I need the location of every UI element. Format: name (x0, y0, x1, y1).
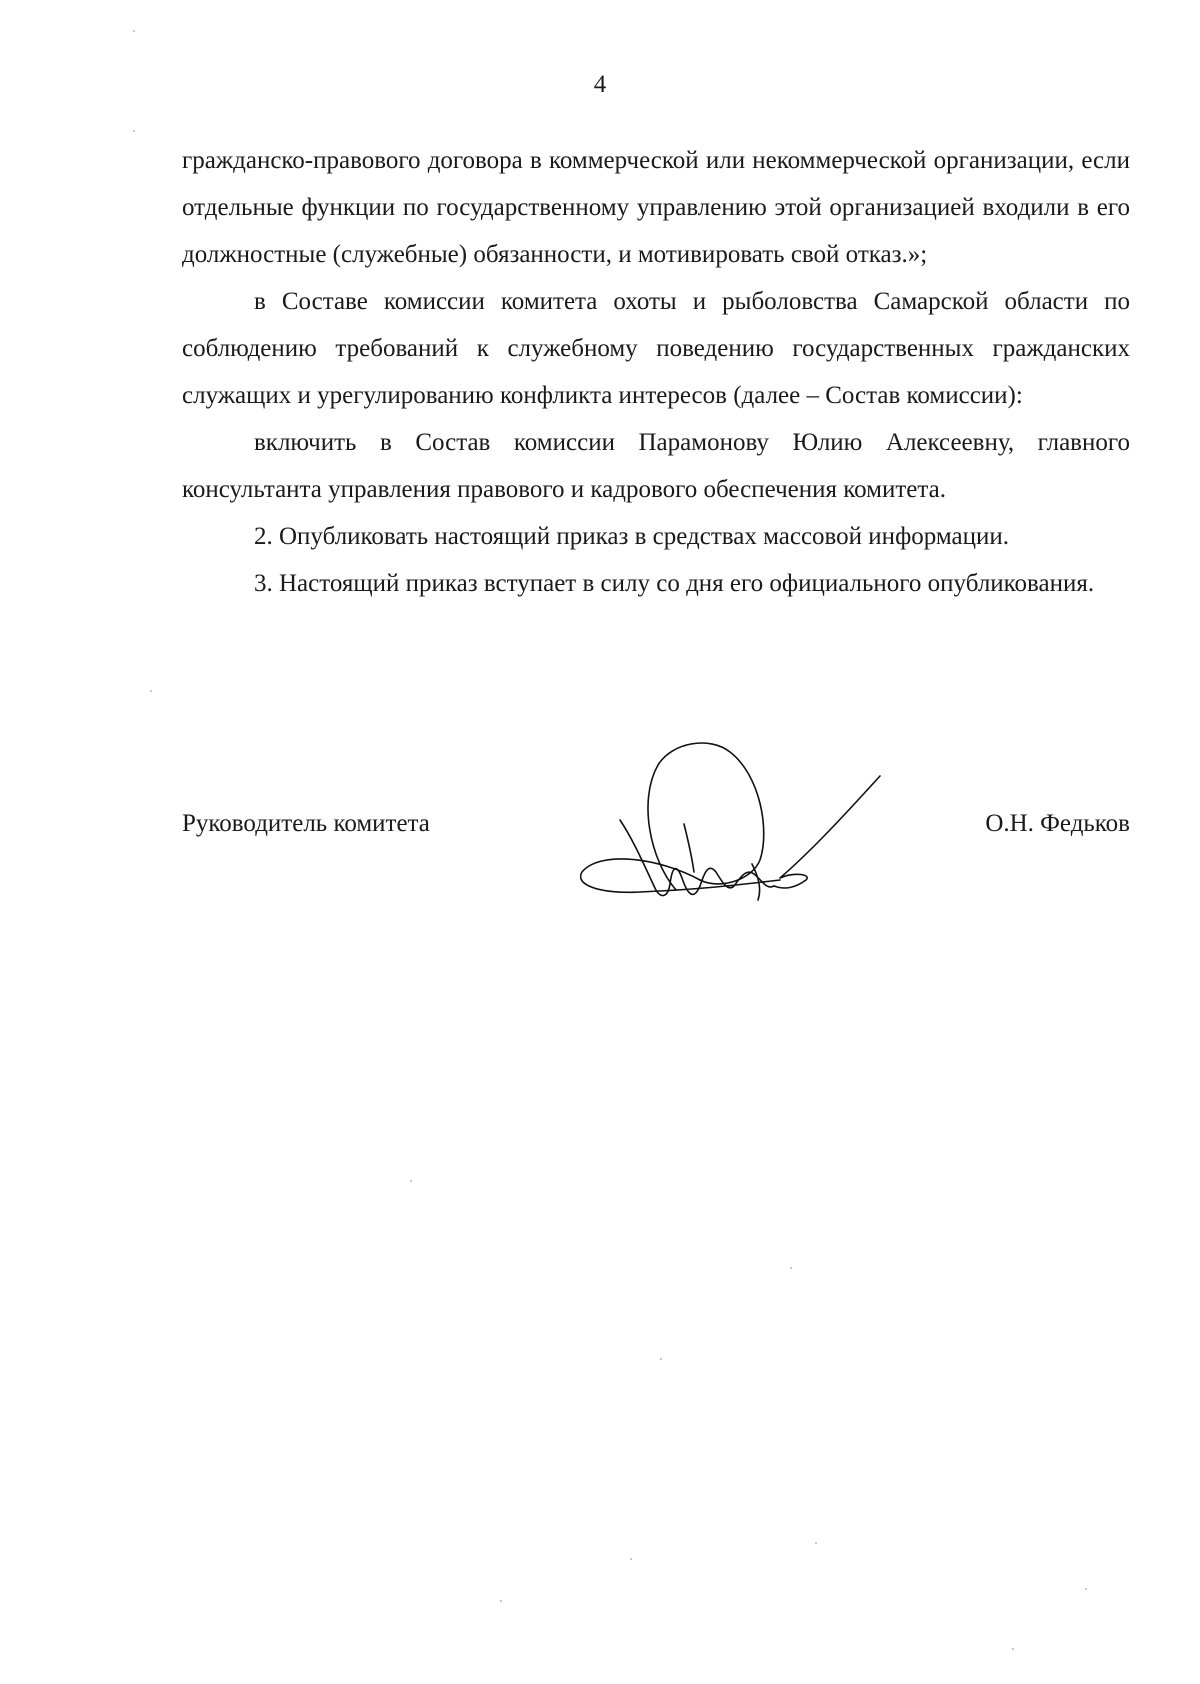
scan-speck (790, 1267, 792, 1269)
scan-speck (133, 30, 135, 32)
handwritten-signature (580, 740, 940, 920)
scan-speck (630, 1558, 632, 1560)
paragraph-continuation: гражданско-правового договора в коммерческой или некоммерческой организации, если отдельные функции по государственному управлению этой организацией входили в его должностные (служебные) обязанности, и мотивировать свой отказ.»; (182, 147, 1130, 268)
signatory-title: Руководитель комитета (182, 810, 430, 837)
page-number: 4 (593, 71, 607, 98)
signatory-name: О.Н. Федьков (985, 810, 1130, 837)
scan-speck (815, 1542, 817, 1544)
paragraph-item-3-effective: 3. Настоящий приказ вступает в силу со дня его официального опубликования. (254, 570, 1095, 597)
scan-speck (660, 1358, 662, 1360)
scan-speck (500, 1600, 502, 1602)
paragraph-item-2-publish: 2. Опубликовать настоящий приказ в средствах массовой информации. (254, 523, 1010, 550)
scan-speck (1085, 1588, 1087, 1590)
document-body (182, 137, 1130, 607)
scan-speck (410, 1180, 412, 1182)
paragraph-commission-composition: в Составе комиссии комитета охоты и рыболовства Самарской области по соблюдению требований к служебному поведению государственных гражданских служащих и урегулированию конфликта интересов (далее – Состав комиссии): (182, 288, 1130, 409)
paragraph-include-member: включить в Состав комиссии Парамонову Юлию Алексеевну, главного консультанта управления правового и кадрового обеспечения комитета. (182, 429, 1130, 503)
scan-speck (133, 130, 135, 132)
scan-speck (1012, 1648, 1014, 1650)
scan-speck (150, 690, 152, 692)
